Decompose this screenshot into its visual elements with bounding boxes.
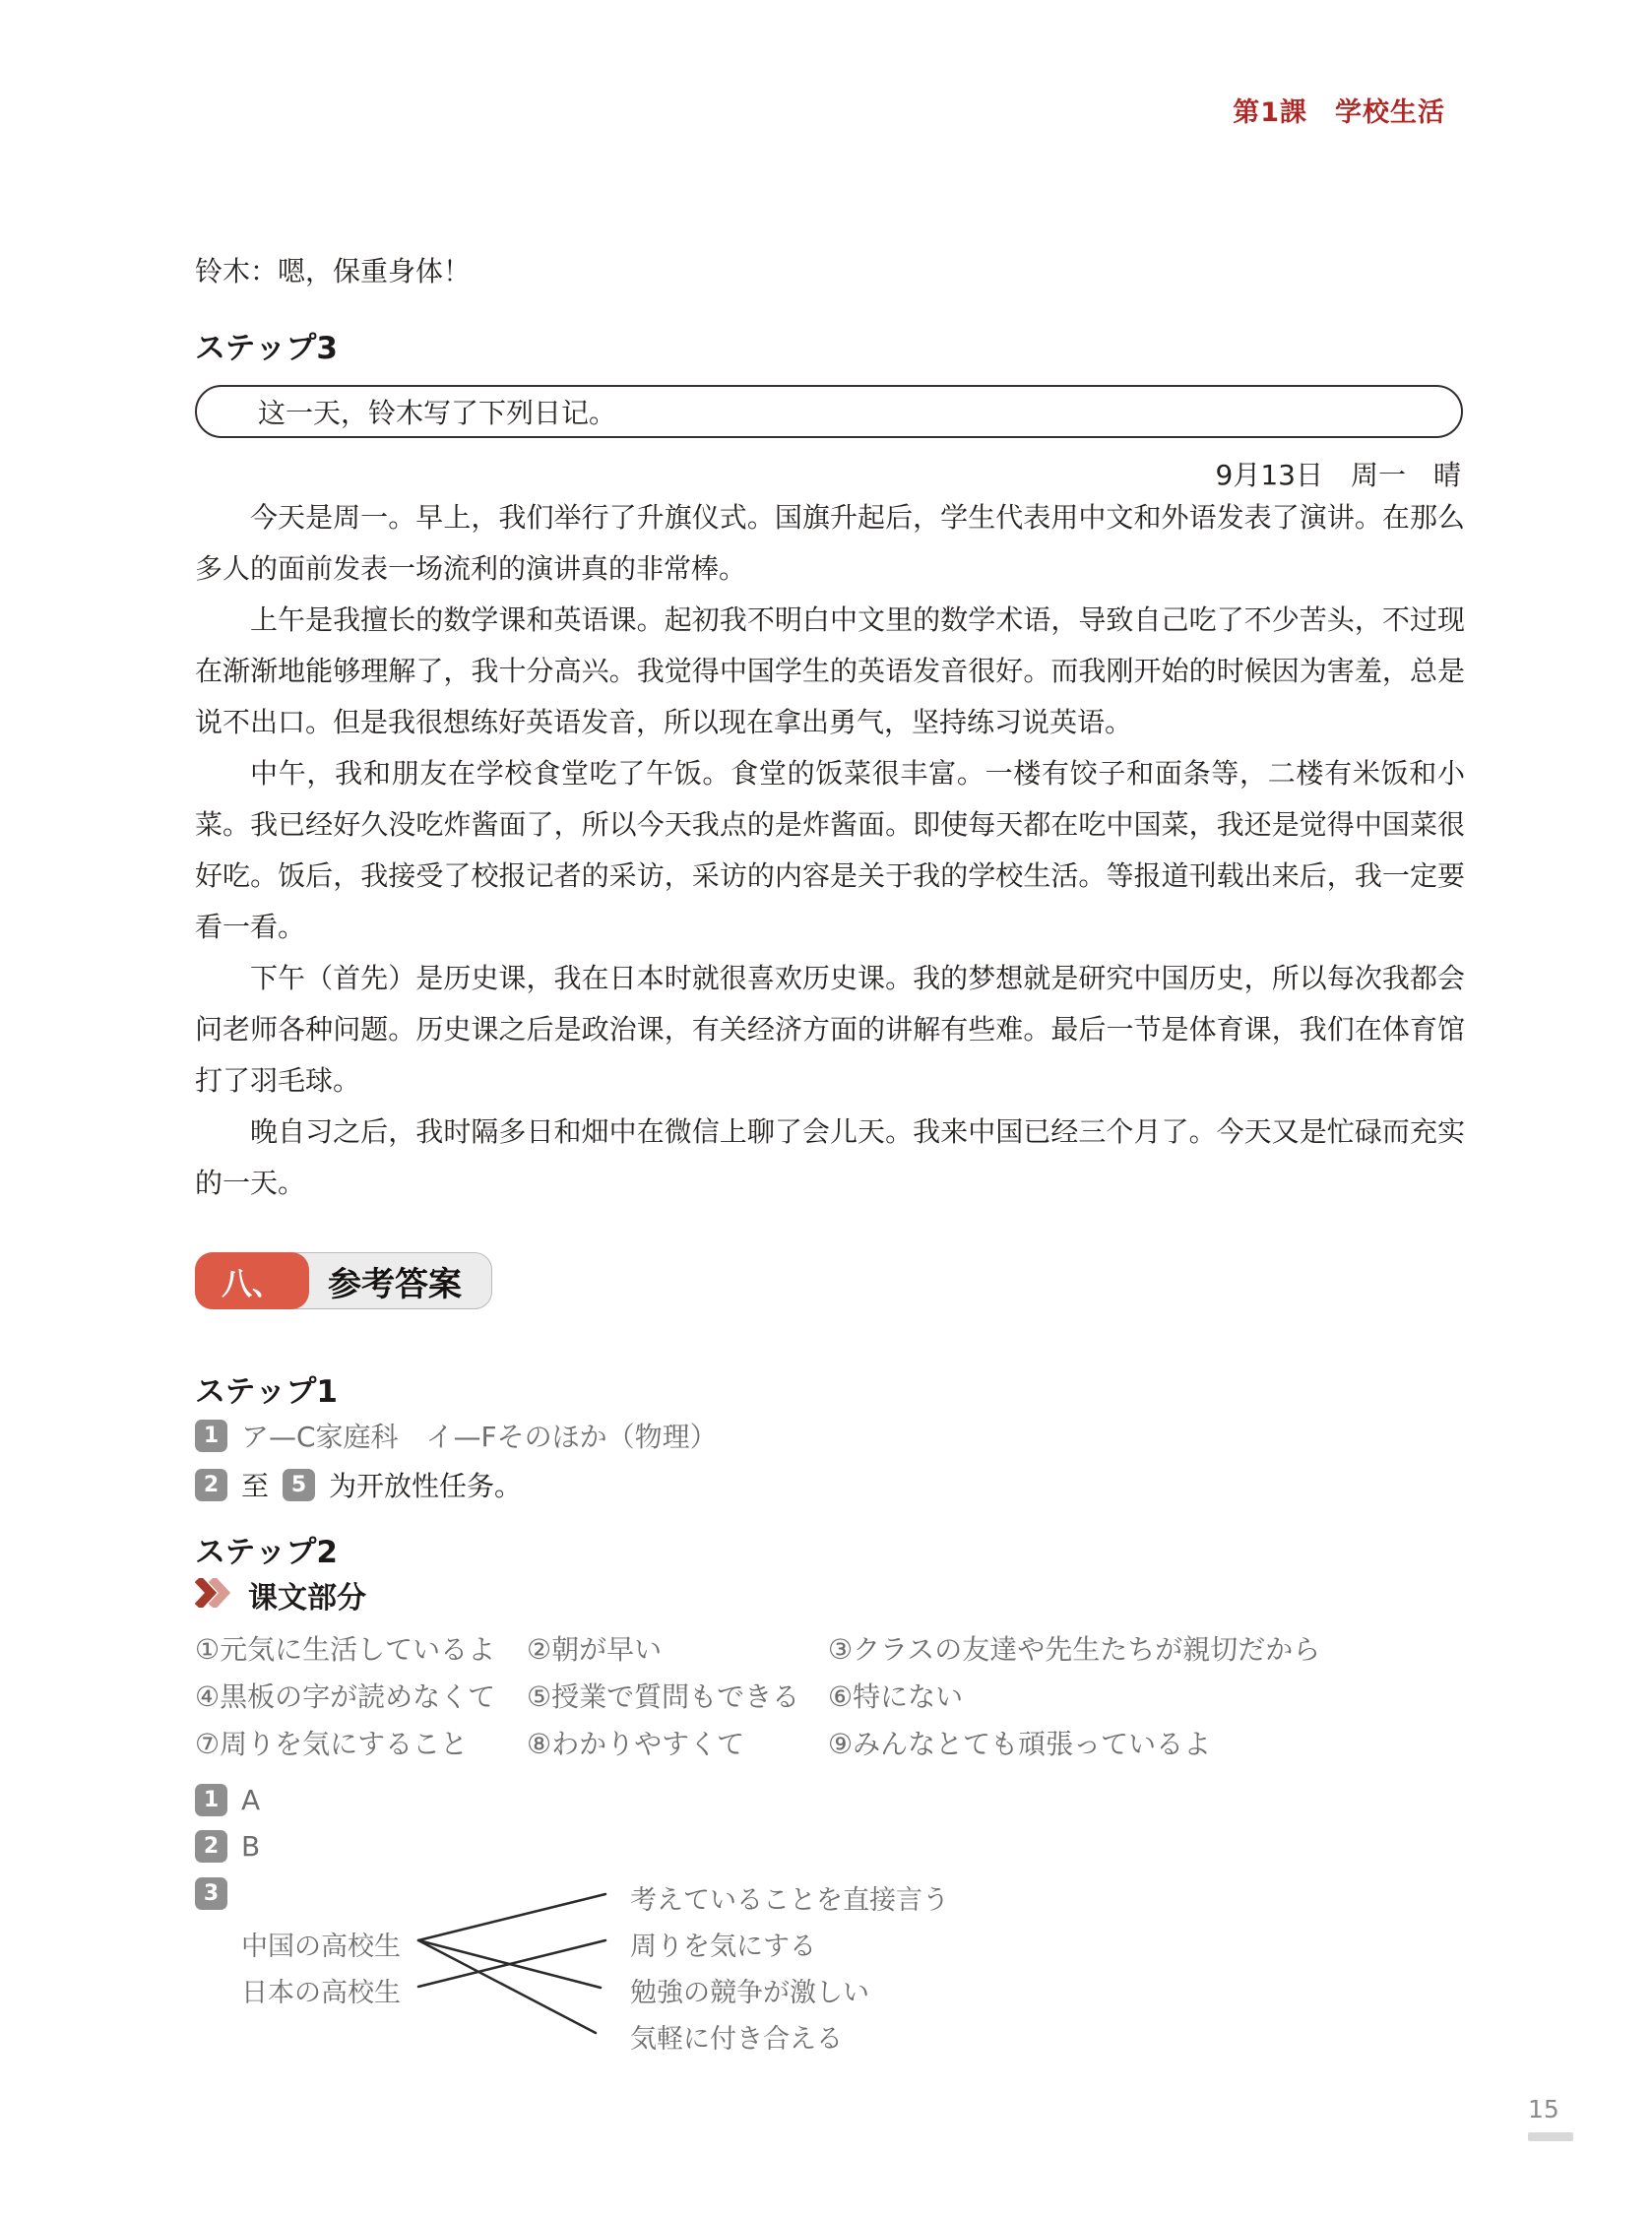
text-answer-item: ④黒板の字が読めなくて	[195, 1680, 496, 1713]
item-number-badge: 1	[195, 1784, 227, 1816]
diary-paragraph: 今天是周一。早上，我们举行了升旗仪式。国旗升起后，学生代表用中文和外语发表了演讲。在那么多人的面前发表一场流利的演讲真的非常棒。	[195, 501, 1465, 585]
item-number-badge: 3	[195, 1877, 227, 1910]
diary-paragraph: 晚自习之后，我时隔多日和畑中在微信上聊了会儿天。我来中国已经三个月了。今天又是忙碌而充实的一天。	[195, 1115, 1465, 1199]
instruction-box-text: 这一天，铃木写了下列日记。	[258, 397, 617, 429]
match-right-item: 勉強の競争が激しい	[630, 1978, 869, 2008]
lesson-header: 第1課 学校生活	[1233, 97, 1445, 128]
double-chevron-icon	[195, 1578, 234, 1612]
match-right-item: 周りを気にする	[630, 1932, 816, 1962]
item-number-badge: 2	[195, 1469, 227, 1501]
answers-title: 参考答案	[328, 1264, 462, 1304]
page-number: 15	[1528, 2095, 1559, 2123]
step1-answer-row-2	[195, 1465, 522, 1504]
question-2-answer: B	[241, 1830, 261, 1863]
dialogue-line: 铃木：嗯，保重身体！	[195, 255, 472, 287]
section-number-badge	[195, 1252, 309, 1309]
text-answer-item: ①元気に生活しているよ	[195, 1633, 496, 1666]
diary-paragraph: 下午（首先）是历史课，我在日本时就很喜欢历史课。我的梦想就是研究中国历史，所以每次我都会问老师各种问题。历史课之后是政治课，有关经济方面的讲解有些难。最后一节是体育课，我们在体育馆打了羽毛球。	[195, 962, 1465, 1097]
text-answer-item: ⑨みんなとても頑張っているよ	[828, 1728, 1212, 1760]
text-answer-item: ⑥特にない	[828, 1680, 964, 1713]
question-1-row	[195, 1784, 260, 1816]
item-number-badge: 1	[195, 1420, 227, 1452]
text-answer-item: ③クラスの友達や先生たちが親切だから	[828, 1633, 1321, 1666]
text-answer-item: ②朝が早い	[527, 1633, 663, 1666]
matching-lines	[384, 1866, 640, 2053]
text-section-header	[195, 1573, 366, 1616]
text-section-label: 课文部分	[248, 1581, 366, 1616]
step2-title: ステップ2	[195, 1535, 338, 1570]
text-answer-item: ⑦周りを気にすること	[195, 1728, 469, 1760]
step3-title: ステップ3	[195, 331, 338, 366]
match-right-item: 気軽に付き合える	[630, 2024, 843, 2055]
diary-date: 9月13日 周一 晴	[1215, 459, 1461, 491]
question-3-row	[195, 1877, 227, 1910]
item-number-badge: 2	[195, 1830, 227, 1863]
diary-body	[195, 492, 1465, 1209]
step1-answer-1: ア—C家庭科 イ—Fそのほか（物理）	[241, 1421, 718, 1453]
text-answer-item: ⑧わかりやすくて	[527, 1728, 745, 1760]
text-answer-item: ⑤授業で質問もできる	[527, 1680, 800, 1713]
diary-paragraph: 上午是我擅长的数学课和英语课。起初我不明白中文里的数学术语，导致自己吃了不少苦头，不过现在渐渐地能够理解了，我十分高兴。我觉得中国学生的英语发音很好。而我刚开始的时候因为害羞，总是说不出口。但是我很想练好英语发音，所以现在拿出勇气，坚持练习说英语。	[195, 603, 1465, 738]
instruction-box	[195, 385, 1463, 438]
step1-title: ステップ1	[195, 1374, 338, 1410]
question-2-row	[195, 1830, 260, 1863]
question-1-answer: A	[241, 1784, 261, 1816]
match-left-item: 中国の高校生	[241, 1932, 401, 1962]
match-right-item: 考えていることを直接言う	[630, 1885, 949, 1916]
step1-answer-row-1	[195, 1416, 718, 1455]
page-footer-bar	[1528, 2132, 1573, 2141]
match-left-item: 日本の高校生	[241, 1978, 401, 2008]
diary-paragraph: 中午，我和朋友在学校食堂吃了午饭。食堂的饭菜很丰富。一楼有饺子和面条等，二楼有米饭和小菜。我已经好久没吃炸酱面了，所以今天我点的是炸酱面。即使每天都在吃中国菜，我还是觉得中国菜很好吃。饭后，我接受了校报记者的采访，采访的内容是关于我的学校生活。等报道刊载出来后，我一定要看一看。	[195, 757, 1465, 943]
section-number-label: 八、	[222, 1266, 283, 1302]
item-number-badge: 5	[283, 1469, 315, 1501]
step1-answer-2: 为开放性任务。	[329, 1470, 523, 1502]
range-word: 至	[241, 1470, 270, 1502]
